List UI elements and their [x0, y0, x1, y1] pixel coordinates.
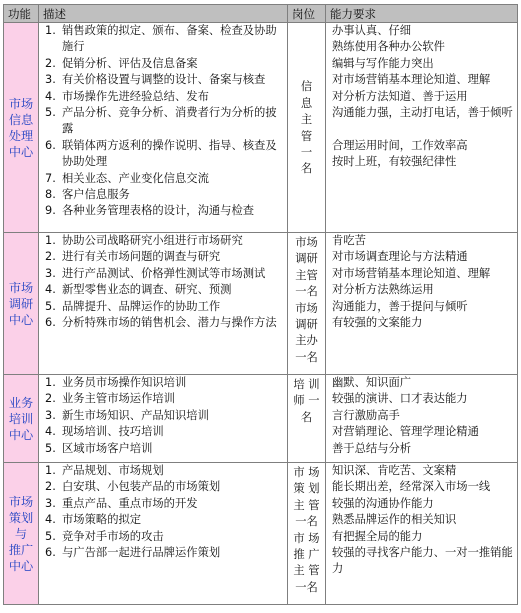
list-item: 2 . 白安琪、小包装产品的市场策划 — [45, 479, 283, 495]
requirement-item: 对分析方法熟练运用 — [332, 283, 434, 297]
table-row — [4, 233, 518, 375]
requirement-item: 对分析方法知道、善于运用 — [332, 89, 468, 103]
description-cell — [39, 463, 288, 605]
table-header-row — [4, 5, 518, 23]
list-item: 3 . 有关价格设置与调整的设计、备案与核查 — [45, 72, 283, 88]
requirement-item: 有较强的文案能力 — [332, 316, 423, 330]
list-item: 1 . 业务员市场操作知识培训 — [45, 375, 283, 391]
list-item: 1 . 销售政策的拟定、颁布、备案、检查及协助施行 — [45, 23, 283, 56]
list-item: 5 . 产品分析、竞争分析、消费者行为分析的披露 — [45, 105, 283, 138]
requirement-item: 对营销理论、管理学理论精通 — [332, 425, 479, 439]
position-cell: 培 训 师 一 名 — [288, 375, 326, 463]
list-item: 2 . 业务主管市场运作培训 — [45, 391, 283, 407]
requirement-item: 肯吃苦 — [332, 234, 366, 247]
requirement-item: 言行激励高手 — [332, 408, 400, 422]
header-description: 描述 — [39, 5, 288, 23]
requirement-item: 编辑与写作能力突出 — [332, 56, 434, 70]
position-cell: 市 场 策 划 主 管 一名 市 场 推 广 主 管 一名 — [288, 463, 326, 605]
list-item: 6 . 分析特殊市场的销售机会、潜力与操作方法 — [45, 315, 283, 331]
list-item: 1 . 产品规划、市场规划 — [45, 463, 283, 479]
requirement-item: 善于总结与分析 — [332, 441, 412, 455]
list-item: 4 . 现场培训、技巧培训 — [45, 424, 283, 440]
requirement-item: 能长期出差，经常深入市场一线 — [332, 480, 491, 494]
requirement-item: 较强的演讲、口才表达能力 — [332, 392, 468, 406]
list-item: 3 . 进行产品测试、价格弹性测试等市场测试 — [45, 266, 283, 282]
list-item: 5 . 区域市场客户培训 — [45, 441, 283, 457]
header-requirements: 能力要求 — [326, 5, 518, 23]
responsibility-table — [3, 4, 518, 605]
requirement-item: 熟练使用各种办公软件 — [332, 40, 445, 54]
requirement-item: 较强的沟通协作能力 — [332, 496, 434, 510]
header-function: 功能 — [4, 5, 39, 23]
list-item: 4 . 市场操作先进经验总结、发布 — [45, 89, 283, 105]
header-position: 岗位 — [288, 5, 326, 23]
requirement-item: 对市场营销基本理论知道、理解 — [332, 73, 491, 87]
list-item: 9 . 各种业务管理表格的设计，沟通与检查 — [45, 203, 283, 219]
function-cell: 市场 策划 与 推广 中心 — [4, 463, 39, 605]
list-item: 6 . 与广告部一起进行品牌运作策划 — [45, 545, 283, 561]
requirement-item: 熟悉品牌运作的相关知识 — [332, 513, 457, 527]
requirement-item: 办事认真、仔细 — [332, 24, 412, 37]
table-row — [4, 375, 518, 463]
requirement-item: 知识深、肯吃苦、文案精 — [332, 464, 457, 477]
requirement-item: 较强的寻找客户能力、一对一推销能力 — [332, 546, 513, 576]
list-item: 7 . 相关业态、产业变化信息交流 — [45, 171, 283, 187]
position-cell: 信 息 主 管 一 名 — [288, 23, 326, 233]
table-row — [4, 463, 518, 605]
requirement-item: 对市场调查理论与方法精通 — [332, 250, 468, 264]
requirement-item: 合理运用时间，工作效率高 — [332, 138, 468, 152]
function-cell: 市场 调研 中心 — [4, 233, 39, 375]
function-cell: 业务 培训 中心 — [4, 375, 39, 463]
description-cell — [39, 233, 288, 375]
list-item: 2 . 促销分析、评估及信息备案 — [45, 56, 283, 72]
list-item: 1 . 协助公司战略研究小组进行市场研究 — [45, 233, 283, 249]
list-item: 4 . 新型零售业态的调查、研究、预测 — [45, 282, 283, 298]
table-row — [4, 23, 518, 233]
requirements-cell — [326, 233, 518, 375]
requirements-cell — [326, 463, 518, 605]
requirements-cell — [326, 23, 518, 233]
description-cell — [39, 375, 288, 463]
list-item: 2 . 进行有关市场问题的调查与研究 — [45, 249, 283, 265]
list-item: 5 . 品牌提升、品牌运作的协助工作 — [45, 299, 283, 315]
list-item: 8 . 客户信息服务 — [45, 187, 283, 203]
requirement-item: 沟通能力，善于提问与倾听 — [332, 299, 468, 313]
description-cell — [39, 23, 288, 233]
list-item: 5 . 竞争对手市场的攻击 — [45, 529, 283, 545]
requirement-item: 沟通能力强，主动打电话，善于倾听 — [332, 106, 513, 120]
requirement-item — [332, 121, 514, 137]
list-item: 6 . 联销体两方返利的操作说明、指导、核查及协助处理 — [45, 138, 283, 171]
list-item: 3 . 新生市场知识、产品知识培训 — [45, 408, 283, 424]
requirement-item: 对市场营销基本理论知道、理解 — [332, 266, 491, 280]
requirement-item: 幽默、知识面广 — [332, 376, 412, 389]
requirement-item: 按时上班，有较强纪律性 — [332, 155, 457, 169]
list-item: 3 . 重点产品、重点市场的开发 — [45, 496, 283, 512]
position-cell: 市场 调研 主管 一名 市场 调研 主办 一名 — [288, 233, 326, 375]
list-item: 4 . 市场策略的拟定 — [45, 512, 283, 528]
function-cell: 市场 信息 处理 中心 — [4, 23, 39, 233]
requirement-item: 有把握全局的能力 — [332, 529, 423, 543]
requirements-cell — [326, 375, 518, 463]
